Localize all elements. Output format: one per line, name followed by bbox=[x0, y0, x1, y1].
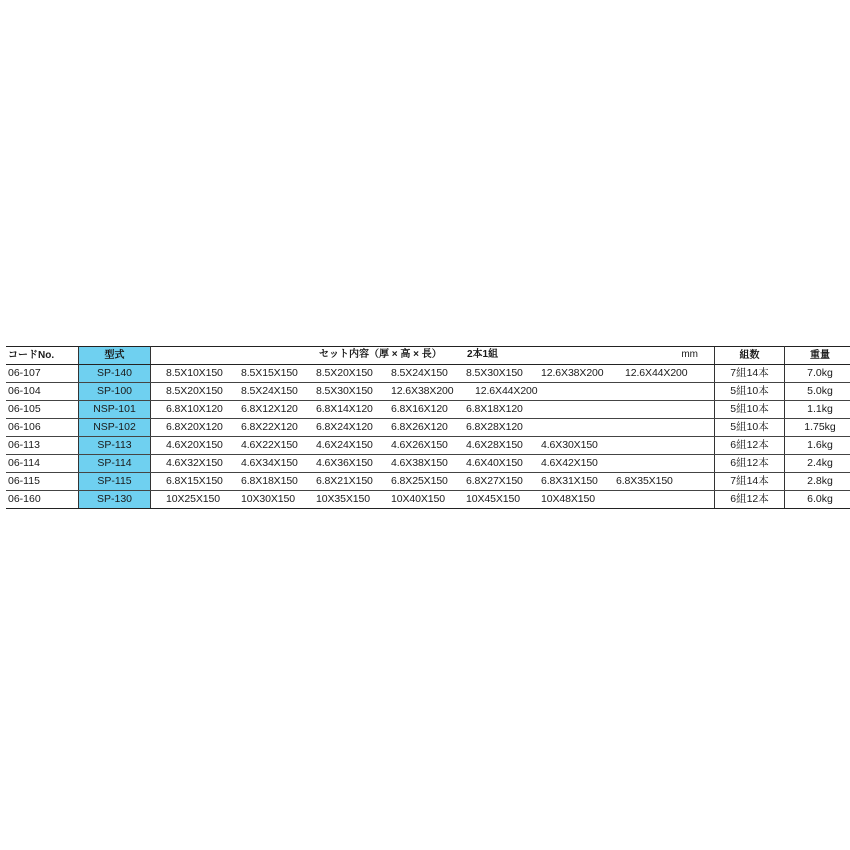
set-item: 8.5X24X150 bbox=[391, 367, 448, 380]
set-item: 12.6X44X200 bbox=[625, 367, 688, 380]
cell-weight: 2.4kg bbox=[785, 455, 850, 473]
cell-count: 7組14本 bbox=[715, 473, 785, 491]
cell-code: 06-107 bbox=[6, 365, 79, 383]
set-item: 4.6X28X150 bbox=[466, 439, 523, 452]
set-item: 6.8X12X120 bbox=[241, 403, 298, 416]
set-item: 10X45X150 bbox=[466, 493, 520, 506]
set-item: 4.6X30X150 bbox=[541, 439, 598, 452]
set-item: 10X25X150 bbox=[166, 493, 220, 506]
set-item: 6.8X27X150 bbox=[466, 475, 523, 488]
cell-set-contents bbox=[151, 455, 715, 473]
set-item: 4.6X22X150 bbox=[241, 439, 298, 452]
header-set-label: セット内容（厚 × 高 × 長） bbox=[319, 349, 442, 360]
set-item: 6.8X16X120 bbox=[391, 403, 448, 416]
set-item: 6.8X25X150 bbox=[391, 475, 448, 488]
cell-count: 5組10本 bbox=[715, 401, 785, 419]
cell-count: 6組12本 bbox=[715, 437, 785, 455]
set-item: 10X40X150 bbox=[391, 493, 445, 506]
set-item: 4.6X32X150 bbox=[166, 457, 223, 470]
table-row bbox=[6, 419, 850, 437]
table-header bbox=[6, 347, 850, 365]
set-item: 6.8X22X120 bbox=[241, 421, 298, 434]
cell-count: 5組10本 bbox=[715, 383, 785, 401]
table-row bbox=[6, 401, 850, 419]
header-model: 型式 bbox=[79, 347, 151, 365]
cell-count: 7組14本 bbox=[715, 365, 785, 383]
table-row bbox=[6, 455, 850, 473]
cell-weight: 1.6kg bbox=[785, 437, 850, 455]
set-item: 6.8X14X120 bbox=[316, 403, 373, 416]
cell-model: SP-140 bbox=[79, 365, 151, 383]
cell-count: 5組10本 bbox=[715, 419, 785, 437]
cell-set-contents bbox=[151, 419, 715, 437]
cell-model: SP-114 bbox=[79, 455, 151, 473]
parallel-set-spec-table bbox=[6, 346, 850, 509]
cell-weight: 5.0kg bbox=[785, 383, 850, 401]
header-unit-label: mm bbox=[681, 349, 698, 360]
cell-model: SP-113 bbox=[79, 437, 151, 455]
set-item: 4.6X40X150 bbox=[466, 457, 523, 470]
set-item: 6.8X31X150 bbox=[541, 475, 598, 488]
set-item: 8.5X10X150 bbox=[166, 367, 223, 380]
set-item: 8.5X20X150 bbox=[166, 385, 223, 398]
set-item: 8.5X15X150 bbox=[241, 367, 298, 380]
cell-model: SP-115 bbox=[79, 473, 151, 491]
cell-code: 06-104 bbox=[6, 383, 79, 401]
set-item: 10X35X150 bbox=[316, 493, 370, 506]
set-item: 6.8X28X120 bbox=[466, 421, 523, 434]
table-row bbox=[6, 491, 850, 509]
header-pair-label: 2本1組 bbox=[467, 349, 499, 360]
cell-model: NSP-101 bbox=[79, 401, 151, 419]
header-count: 組数 bbox=[715, 347, 785, 365]
table-body bbox=[6, 365, 850, 509]
header-row bbox=[6, 347, 850, 365]
set-item: 8.5X24X150 bbox=[241, 385, 298, 398]
cell-code: 06-105 bbox=[6, 401, 79, 419]
set-item: 6.8X10X120 bbox=[166, 403, 223, 416]
cell-code: 06-106 bbox=[6, 419, 79, 437]
cell-model: SP-130 bbox=[79, 491, 151, 509]
table-row bbox=[6, 383, 850, 401]
cell-set-contents bbox=[151, 437, 715, 455]
set-item: 6.8X18X150 bbox=[241, 475, 298, 488]
set-item: 12.6X38X200 bbox=[541, 367, 604, 380]
set-item: 8.5X30X150 bbox=[466, 367, 523, 380]
set-item: 12.6X44X200 bbox=[475, 385, 538, 398]
header-code: コードNo. bbox=[6, 347, 79, 365]
set-item: 8.5X30X150 bbox=[316, 385, 373, 398]
cell-weight: 1.75kg bbox=[785, 419, 850, 437]
set-item: 6.8X15X150 bbox=[166, 475, 223, 488]
cell-weight: 1.1kg bbox=[785, 401, 850, 419]
set-item: 6.8X35X150 bbox=[616, 475, 673, 488]
cell-model: NSP-102 bbox=[79, 419, 151, 437]
cell-set-contents bbox=[151, 383, 715, 401]
set-item: 10X30X150 bbox=[241, 493, 295, 506]
cell-count: 6組12本 bbox=[715, 455, 785, 473]
set-item: 8.5X20X150 bbox=[316, 367, 373, 380]
set-item: 4.6X20X150 bbox=[166, 439, 223, 452]
set-item: 4.6X34X150 bbox=[241, 457, 298, 470]
cell-set-contents bbox=[151, 473, 715, 491]
cell-weight: 7.0kg bbox=[785, 365, 850, 383]
set-item: 4.6X26X150 bbox=[391, 439, 448, 452]
set-item: 10X48X150 bbox=[541, 493, 595, 506]
header-weight: 重量 bbox=[785, 347, 850, 365]
set-item: 6.8X20X120 bbox=[166, 421, 223, 434]
cell-model: SP-100 bbox=[79, 383, 151, 401]
header-set-contents bbox=[151, 347, 715, 365]
set-item: 6.8X18X120 bbox=[466, 403, 523, 416]
cell-code: 06-160 bbox=[6, 491, 79, 509]
cell-weight: 6.0kg bbox=[785, 491, 850, 509]
cell-code: 06-113 bbox=[6, 437, 79, 455]
set-item: 4.6X36X150 bbox=[316, 457, 373, 470]
set-item: 4.6X38X150 bbox=[391, 457, 448, 470]
cell-set-contents bbox=[151, 401, 715, 419]
set-item: 6.8X24X120 bbox=[316, 421, 373, 434]
table-row bbox=[6, 365, 850, 383]
set-item: 12.6X38X200 bbox=[391, 385, 454, 398]
table-row bbox=[6, 437, 850, 455]
cell-code: 06-114 bbox=[6, 455, 79, 473]
cell-set-contents bbox=[151, 365, 715, 383]
set-item: 6.8X26X120 bbox=[391, 421, 448, 434]
set-item: 4.6X24X150 bbox=[316, 439, 373, 452]
set-item: 4.6X42X150 bbox=[541, 457, 598, 470]
cell-weight: 2.8kg bbox=[785, 473, 850, 491]
cell-count: 6組12本 bbox=[715, 491, 785, 509]
cell-code: 06-115 bbox=[6, 473, 79, 491]
table-row bbox=[6, 473, 850, 491]
set-item: 6.8X21X150 bbox=[316, 475, 373, 488]
cell-set-contents bbox=[151, 491, 715, 509]
